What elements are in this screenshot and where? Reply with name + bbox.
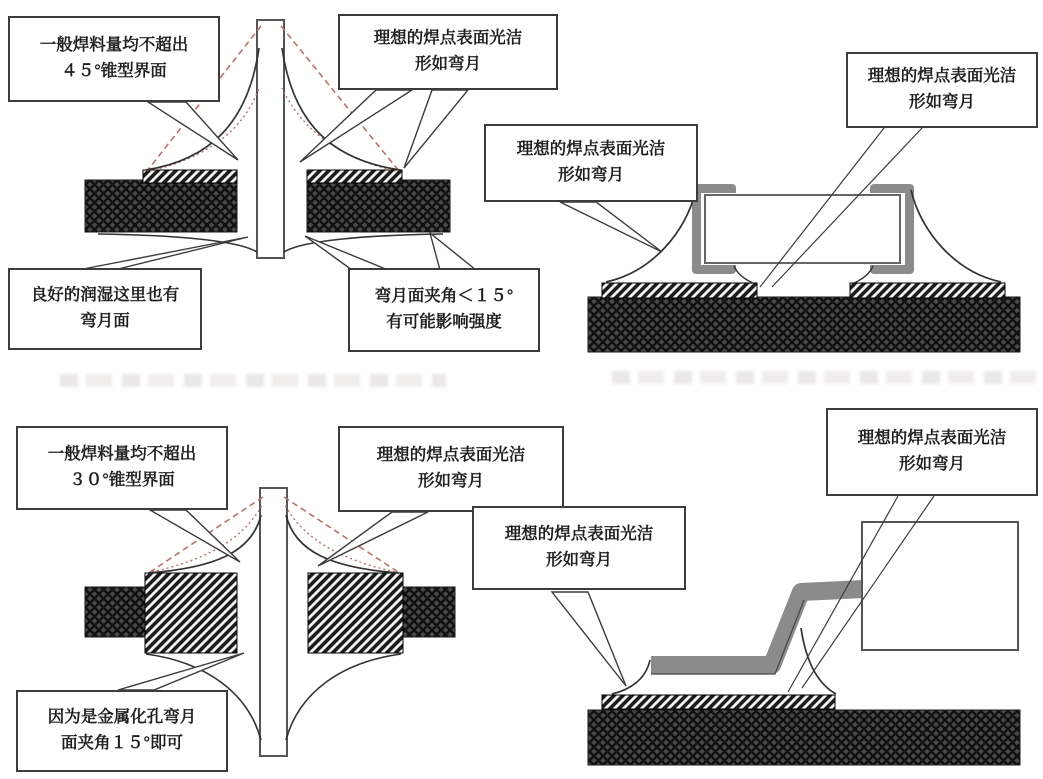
callout-pointer (430, 233, 476, 270)
solder-fillet-curve (734, 266, 753, 283)
solder-fillet-curve (606, 190, 696, 282)
callout-plated-hole-15 (16, 690, 228, 772)
callout-pointer (560, 202, 662, 252)
component-lead (257, 20, 284, 258)
solder-fillet-curve (148, 515, 261, 573)
gullwing-lead (651, 589, 864, 665)
callout-pointer (552, 592, 626, 686)
callout-pointer (78, 237, 248, 270)
callout-text: ３０°锥型界面 (69, 471, 175, 489)
callout-text: 理想的焊点表面光洁 (867, 67, 1017, 86)
pcb-board (588, 710, 1020, 765)
callout-text: 形如弯月 (909, 93, 975, 111)
solder-fillet-curve (911, 190, 1001, 282)
callout-text: 理想的焊点表面光洁 (373, 29, 523, 48)
callout-good-wetting (8, 268, 202, 350)
callout-text: 弯月面 (80, 312, 130, 330)
solder-pad (307, 170, 402, 183)
component-lead (260, 488, 287, 756)
callout-pointer (300, 90, 412, 162)
callout-angle-15 (348, 268, 540, 352)
callout-ideal-tr-right (846, 52, 1038, 128)
callout-text: 一般焊料量均不超出 (47, 445, 197, 464)
callout-text: 理想的焊点表面光洁 (376, 446, 526, 465)
callout-45-cone (8, 16, 220, 102)
pcb-board (85, 180, 237, 232)
pcb-board (588, 297, 1020, 352)
callout-text: 面夹角１５°即可 (60, 734, 184, 752)
plated-barrel-pad (308, 573, 403, 653)
callout-pointer (150, 510, 240, 562)
chip-body (705, 195, 900, 263)
bottom-meniscus-curve (98, 234, 257, 252)
callout-text: 形如弯月 (558, 166, 624, 184)
plated-barrel-pad (145, 573, 237, 653)
callout-text: 理想的焊点表面光洁 (504, 525, 654, 544)
callout-pointer (318, 512, 428, 566)
callout-30-cone (16, 426, 228, 510)
callout-ideal-tl (338, 14, 558, 90)
callout-text: 良好的润湿这里也有 (30, 286, 180, 305)
meniscus-dotted (285, 505, 395, 572)
callout-text: 形如弯月 (546, 551, 612, 569)
solder-pad (850, 283, 1005, 298)
solder-pad (602, 283, 757, 298)
callout-ideal-bl (338, 426, 564, 512)
callout-ideal-br-left (472, 506, 686, 590)
callout-text: 形如弯月 (899, 455, 965, 473)
callout-text: 一般焊料量均不超出 (39, 36, 189, 55)
callout-text: 理想的焊点表面光洁 (516, 140, 666, 159)
callout-text: ４５°锥型界面 (61, 62, 167, 80)
callout-pointer (404, 90, 468, 168)
callout-text: 弯月面夹角＜１５° (374, 287, 514, 306)
solder-pad (143, 170, 237, 183)
solder-pad (602, 695, 835, 709)
callout-text: 因为是金属化孔弯月 (47, 708, 197, 727)
callout-pointer (305, 236, 388, 270)
callout-text: 形如弯月 (415, 55, 481, 73)
component-body (862, 522, 1018, 650)
callout-ideal-br-right (826, 408, 1038, 496)
callout-text: 理想的焊点表面光洁 (857, 429, 1007, 448)
callout-ideal-tr-left (484, 124, 698, 202)
callout-text: 有可能影响强度 (386, 313, 502, 331)
callout-text: 形如弯月 (418, 472, 484, 490)
bottom-meniscus-curve (286, 654, 401, 740)
pcb-board (307, 180, 450, 232)
